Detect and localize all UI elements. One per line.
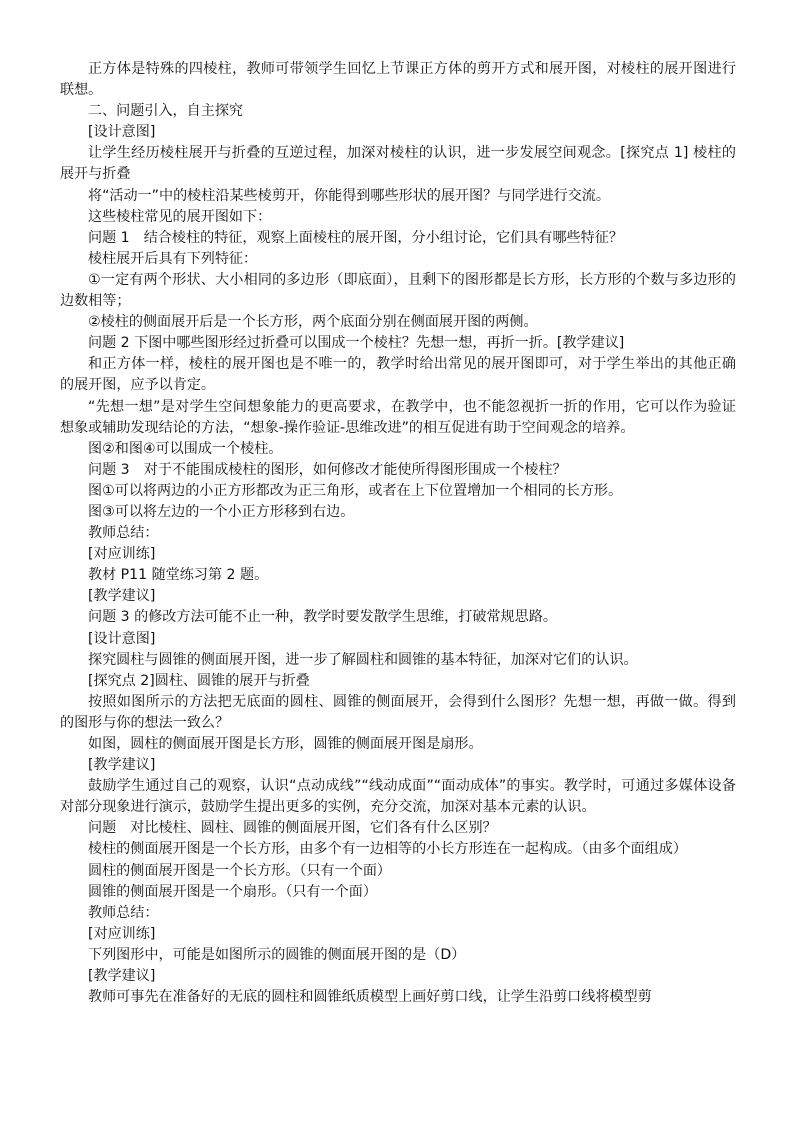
paragraph: 将“活动一”中的棱柱沿某些棱剪开，你能得到哪些形状的展开图？与同学进行交流。	[88, 187, 610, 204]
question-2: 问题 2 下图中哪些图形经过折叠可以围成一个棱柱？先想一想，再折一折。[教学建议]	[88, 335, 625, 352]
paragraph: 问题 3 的修改方法可能不止一种，教学时要发散学生思维，打破常规思路。	[88, 609, 557, 626]
paragraph: 探究圆柱与圆锥的侧面展开图，进一步了解圆柱和圆锥的基本特征，加深对它们的认识。	[88, 651, 638, 668]
paragraph: 教师可事先在准备好的无底的圆柱和圆锥纸质模型上画好剪口线，让学生沿剪口线将模型剪	[88, 989, 652, 1006]
teaching-suggestion-label: [教学建议]	[88, 757, 156, 774]
paragraph: 图②和图④可以围成一个棱柱。	[88, 440, 283, 457]
question-3: 问题 3 对于不能围成棱柱的图形，如何修改才能使所得图形围成一个棱柱？	[88, 461, 567, 478]
teaching-suggestion-label: [教学建议]	[88, 968, 156, 985]
paragraph: 圆锥的侧面展开图是一个扇形。（只有一个面）	[88, 883, 377, 900]
paragraph: 棱柱展开后具有下列特征：	[88, 250, 258, 267]
paragraph: “先想一想”是对学生空间想象能力的更高要求，在教学中，也不能忽视折一折的作用，它可以作为验证想象或辅助发现结论的方法，“想象-操作验证-思维改进”的相互促进有助于空间观念的培养。	[60, 398, 736, 436]
paragraph: 鼓励学生通过自己的观察，认识“点动成线”“线动成面”“面动成体”的事实。教学时，可通过多媒体设备对部分现象进行演示，鼓励学生提出更多的实例，充分交流，加深对基本元素的认识。	[60, 778, 736, 816]
section-heading: 二、问题引入，自主探究	[88, 103, 244, 120]
paragraph: 按照如图所示的方法把无底面的圆柱、圆锥的侧面展开，会得到什么图形？先想一想，再做一做。得到的图形与你的想法一致么？	[60, 693, 736, 731]
teaching-suggestion-label: [教学建议]	[88, 588, 156, 605]
teacher-summary-label: 教师总结：	[88, 525, 159, 542]
question-compare: 问题 对比棱柱、圆柱、圆锥的侧面展开图，它们各有什么区别？	[88, 820, 497, 837]
paragraph: 让学生经历棱柱展开与折叠的互逆过程，加深对棱柱的认识，进一步发展空间观念。[探究点 1] 棱柱的展开与折叠	[60, 145, 736, 183]
document-page	[60, 59, 736, 1008]
feature-item-2: ②棱柱的侧面展开后是一个长方形，两个底面分别在侧面展开图的两侧。	[88, 314, 538, 331]
paragraph: 图①可以将两边的小正方形都改为正三角形，或者在上下位置增加一个相同的长方形。	[88, 482, 623, 499]
paragraph: 教材 P11 随堂练习第 2 题。	[88, 567, 269, 584]
design-intent-label: [设计意图]	[88, 630, 156, 647]
question-1: 问题 1 结合棱柱的特征，观察上面棱柱的展开图，分小组讨论，它们具有哪些特征？	[88, 229, 623, 246]
training-label: [对应训练]	[88, 925, 156, 942]
paragraph: 正方体是特殊的四棱柱，教师可带领学生回忆上节课正方体的剪开方式和展开图，对棱柱的展开图进行联想。	[60, 61, 736, 99]
paragraph: 如图，圆柱的侧面展开图是长方形，圆锥的侧面展开图是扇形。	[88, 736, 483, 752]
feature-item-1: ①一定有两个形状、大小相同的多边形（即底面），且剩下的图形都是长方形，长方形的个数与多边形的边数相等；	[60, 271, 736, 310]
paragraph: 下列图形中，可能是如图所示的圆锥的侧面展开图的是（D）	[88, 946, 466, 963]
paragraph: 圆柱的侧面展开图是一个长方形。（只有一个面）	[88, 862, 392, 879]
paragraph: 棱柱的侧面展开图是一个长方形，由多个有一边相等的小长方形连在一起构成。（由多个面组成）	[88, 841, 687, 858]
paragraph: 图③可以将左边的一个小正方形移到右边。	[88, 503, 355, 520]
paragraph: 和正方体一样，棱柱的展开图也是不唯一的，教学时给出常见的展开图即可，对于学生举出的其他正确的展开图，应予以肯定。	[60, 356, 736, 394]
design-intent-label: [设计意图]	[88, 124, 156, 141]
paragraph: 这些棱柱常见的展开图如下：	[88, 208, 272, 225]
explore-point-2-heading: [探究点 2]圆柱、圆锥的展开与折叠	[88, 672, 310, 689]
training-label: [对应训练]	[88, 546, 156, 563]
teacher-summary-label: 教师总结：	[88, 904, 159, 921]
